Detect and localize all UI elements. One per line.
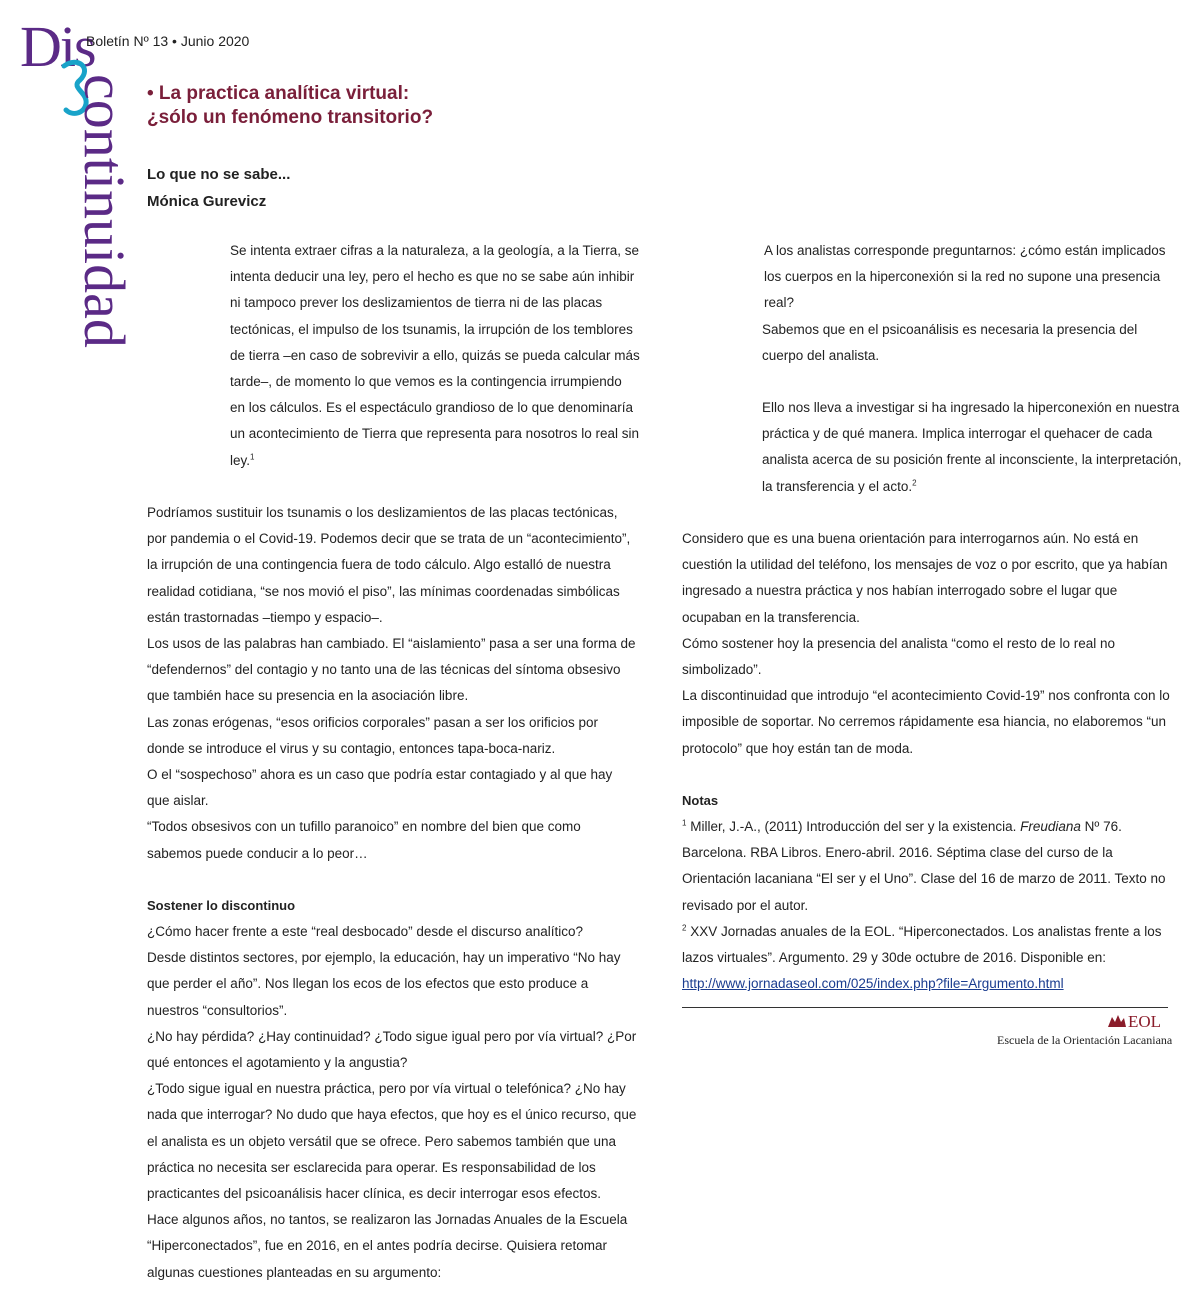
logo-vertical-text: continuidad — [72, 74, 137, 348]
eol-logo-text: EOL — [1128, 1012, 1162, 1031]
notes-heading: Notas — [682, 792, 719, 808]
article-subtitle: Lo que no se sabe... — [147, 166, 291, 183]
right-column — [682, 526, 1172, 997]
section-heading: Sostener lo discontinuo — [147, 897, 296, 913]
paragraph: Hace algunos años, no tantos, se realizaron las Jornadas Anuales de la Escuela “Hiperconectados”, fue en 2016, en el antes podría decirse. Quisiera retomar algunas cuestiones planteadas en su argumento: — [147, 1212, 628, 1280]
logo-dis-text: Dis — [20, 14, 95, 79]
paragraph: ¿Cómo hacer frente a este “real desbocado” desde el discurso analítico? — [147, 924, 583, 940]
eol-school-name: Escuela de la Orientación Lacaniana — [997, 1033, 1173, 1047]
article-subtitle-block — [147, 161, 290, 215]
eol-emblem-icon — [1106, 1013, 1128, 1029]
article-title-line1: • La practica analítica virtual: — [147, 83, 410, 104]
paragraph: Podríamos sustituir los tsunamis o los deslizamientos de las placas tectónicas, por pandemia o el Covid-19. Podemos decir que se trata de un “acontecimiento”, la irrupción de una contingencia fuera de todo cálculo. Algo estalló de nuestra realidad cotidiana, “se nos movió el piso”, las mínimas coordenadas simbólicas están trastornadas –tiempo y espacio–. — [147, 505, 631, 625]
paragraph: Las zonas erógenas, “esos orificios corporales” pasan a ser los orificios por donde se introduce el virus y su contagio, entonces tapa-boca-nariz. — [147, 714, 598, 756]
epigraph-text: Se intenta extraer cifras a la naturaleza, a la geología, a la Tierra, se intenta deducir una ley, pero el hecho es que no se sabe aún inhibir ni tampoco prever los deslizamientos de tierra ni de las placas tectónicas, el impulso de los tsunamis, la irrupción de los temblores de tierra –en caso de sobrevivir a ello, quizás se pueda calcular más tarde–, de momento lo que vemos es la contingencia irrumpiendo en los cálculos. Es el espectáculo grandioso de lo que denominaría un acontecimiento de Tierra que representa para nosotros lo real sin ley.$^1$ — [230, 243, 640, 468]
paragraph: La discontinuidad que introdujo “el acontecimiento Covid-19” nos confronta con lo imposible de soportar. No cerremos rápidamente esa hiancia, no elaboremos “un protocolo” que hoy están tan de moda. — [682, 688, 1170, 756]
paragraph: Los usos de las palabras han cambiado. El “aislamiento” pasa a ser una forma de “defendernos” del contagio y no tanto una de las técnicas del síntoma obsesivo que también hace su presencia en la asociación libre. — [147, 636, 636, 704]
paragraph: Desde distintos sectores, por ejemplo, la educación, hay un imperativo “No hay que perder el año”. Nos llegan los ecos de los efectos que esto produce a nuestros “consultorios”. — [147, 950, 621, 1018]
paragraph: O el “sospechoso” ahora es un caso que podría estar contagiado y al que hay que aislar. — [147, 767, 613, 809]
article-title-line2: ¿sólo un fenómeno transitorio? — [147, 107, 434, 128]
discontinuidad-logo — [14, 14, 137, 348]
article-author: Mónica Gurevicz — [147, 193, 267, 210]
quote-paragraph: Ello nos lleva a investigar si ha ingresado la hiperconexión en nuestra práctica y de qué manera. Implica interrogar el quehacer de cada analista acerca de su posición frente al inconsciente, la interpretación, la transferencia y el acto.$^2$ — [762, 400, 1182, 494]
bulletin-issue: Boletín Nº 13 • Junio 2020 — [86, 33, 250, 49]
paragraph: Cómo sostener hoy la presencia del analista “como el resto de lo real no simbolizado”. — [682, 635, 1115, 678]
quote-paragraph: Sabemos que en el psicoanálisis es necesaria la presencia del cuerpo del analista. — [762, 321, 1138, 363]
paragraph: ¿No hay pérdida? ¿Hay continuidad? ¿Todo sigue igual pero por vía virtual? ¿Por qué entonces el agotamiento y la angustia? — [147, 1028, 637, 1071]
footnote-ref-1[interactable]: 1 — [250, 452, 255, 462]
left-column — [147, 500, 637, 1286]
paragraph: Considero que es una buena orientación para interrogarnos aún. No está en cuestión la utilidad del teléfono, los mensajes de voz o por escrito, que ya habían ingresado a nuestra práctica y nos habían interrogado sobre el lugar que ocupaban en la transferencia. — [682, 531, 1168, 625]
footnote-1: $^1$ Miller, J.-A., (2011) Introducción del ser y la existencia. Freudiana Nº 76. Barcelona. RBA Libros. Enero-abril. 2016. Séptima clase del curso de la Orientación lacaniana “El ser y el Uno”. Clase del 16 de marzo de 2011. Texto no revisado por el autor. — [682, 818, 1166, 913]
article-title — [147, 82, 433, 130]
footnote-2: $^2$ XXV Jornadas anuales de la EOL. “Hiperconectados. Los analistas frente a los lazos virtuales”. Argumento. 29 y 30de octubre de 2016. Disponible en: http://www.jornadaseol.com/025/index.php?file=Argumento.html — [682, 923, 1162, 992]
epigraph-quote — [230, 238, 640, 474]
argument-quote — [762, 238, 1182, 500]
footer-divider — [682, 1007, 1168, 1008]
eol-logo — [1106, 1012, 1161, 1032]
argument-link[interactable]: http://www.jornadaseol.com/025/index.php?file=Argumento.html — [682, 976, 1064, 992]
quote-paragraph: A los analistas corresponde preguntarnos: ¿cómo están implicados los cuerpos en la hiperconexión si la red no supone una presencia real? — [764, 243, 1166, 311]
footnote-ref-2[interactable]: 2 — [912, 478, 917, 488]
paragraph: “Todos obsesivos con un tufillo paranoico” en nombre del bien que como sabemos puede conducir a lo peor… — [147, 819, 581, 861]
paragraph: ¿Todo sigue igual en nuestra práctica, pero por vía virtual o telefónica? ¿No hay nada que interrogar? No dudo que haya efectos, que hoy es el único recurso, que el analista es un objeto versátil que se ofrece. Pero sabemos también que una práctica no necesita ser esclarecida para operar. Es responsabilidad de los practicantes del psicoanálisis hacer clínica, es decir interrogar esos efectos. — [147, 1081, 637, 1202]
